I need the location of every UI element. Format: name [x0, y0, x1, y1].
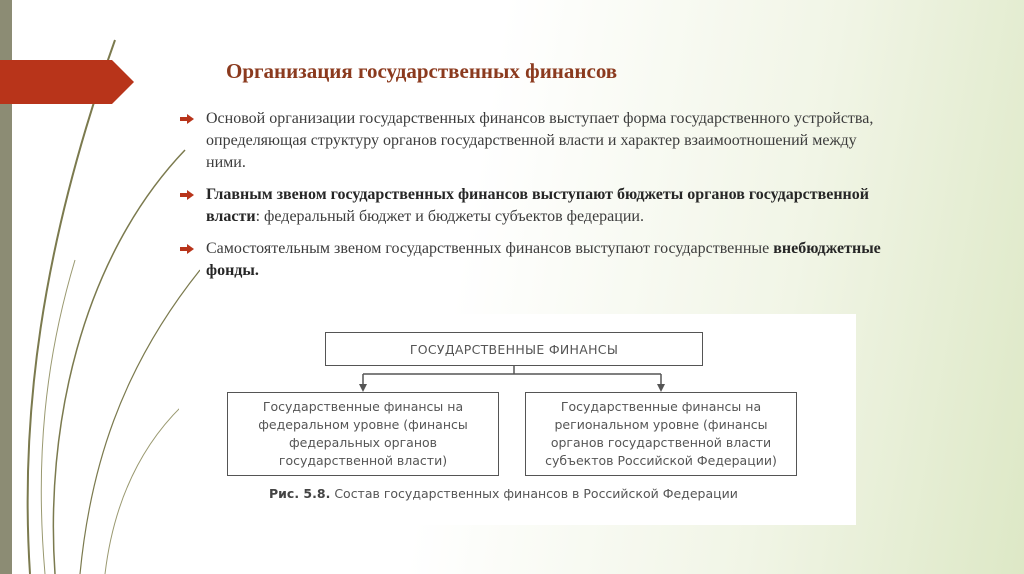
bullet-item-1	[180, 108, 900, 174]
arrow-bullet-icon	[180, 114, 194, 124]
bullet-bold-text: внебюджетные фонды.	[206, 240, 881, 279]
bullet-list	[180, 108, 900, 292]
bullet-bold-text: Главным звеном государственных финансов выступают бюджеты органов государственной власти	[206, 186, 869, 225]
arrow-bullet-icon	[180, 244, 194, 254]
diagram-figure	[179, 314, 856, 525]
bullet-text: Самостоятельным звеном государственных финансов выступают государственные	[206, 240, 774, 257]
figure-caption-label: Рис. 5.8.	[269, 486, 331, 501]
figure-caption	[269, 486, 738, 501]
title-arrow-shape	[0, 60, 135, 104]
diagram-box-federal-level: Государственные финансы на федеральном уровне (финансы федеральных органов государственной власти)	[227, 392, 499, 476]
slide-title: Организация государственных финансов	[226, 59, 618, 83]
bullet-item-3	[180, 238, 900, 282]
bullet-text: Основой организации государственных финансов выступает форма государственного устройства, определяющая структуру органов государственной власти и характер взаимоотношений между ними.	[206, 110, 874, 171]
bullet-text: : федеральный бюджет и бюджеты субъектов федерации.	[255, 208, 644, 225]
diagram-box-state-finance: ГОСУДАРСТВЕННЫЕ ФИНАНСЫ	[325, 332, 703, 366]
diagram-box-regional-level: Государственные финансы на региональном уровне (финансы органов государственной власти субъектов Российской Федерации)	[525, 392, 797, 476]
bullet-item-2	[180, 184, 900, 228]
arrow-bullet-icon	[180, 190, 194, 200]
figure-caption-text: Состав государственных финансов в Российской Федерации	[334, 486, 738, 501]
